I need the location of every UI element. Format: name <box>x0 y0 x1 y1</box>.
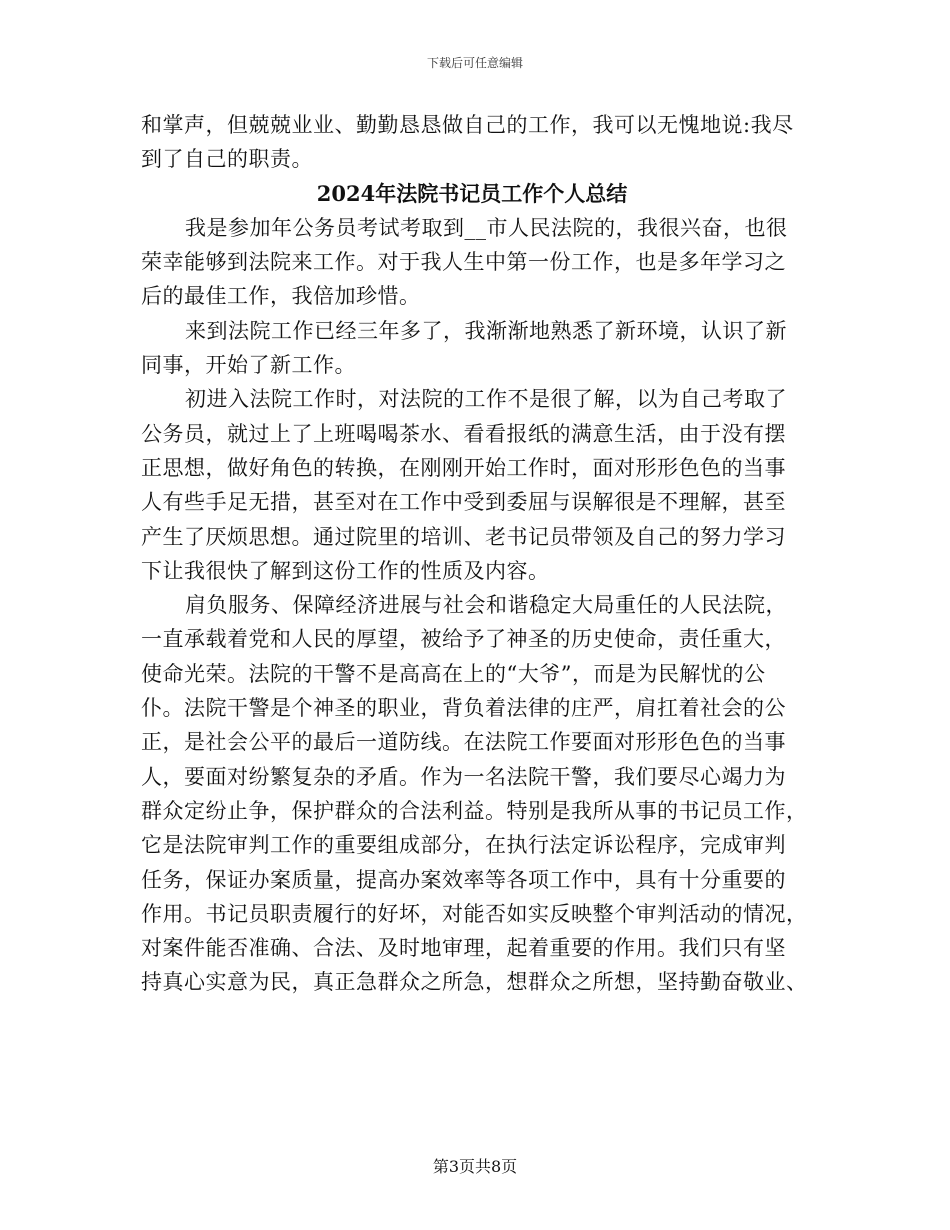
text-line: 仆。法院干警是个神圣的职业，背负着法律的庄严，肩扛着社会的公 <box>141 696 786 721</box>
text-line: 来到法院工作已经三年多了，我渐渐地熟悉了新环境，认识了新 <box>185 318 787 343</box>
text-line: 一直承载着党和人民的厚望，被给予了神圣的历史使命，责任重大， <box>141 627 786 652</box>
text-line: 初进入法院工作时，对法院的工作不是很了解，以为自己考取了 <box>185 387 787 412</box>
text-line: 人有些手足无措，甚至对在工作中受到委屈与误解很是不理解，甚至 <box>141 490 786 515</box>
text-line: 人，要面对纷繁复杂的矛盾。作为一名法院干警，我们要尽心竭力为 <box>141 764 786 789</box>
text-line: 持真心实意为民，真正急群众之所急，想群众之所想，坚持勤奋敬业、 <box>141 970 808 995</box>
text-line: 同事，开始了新工作。 <box>141 353 356 378</box>
text-line: 任务，保证办案质量，提高办案效率等各项工作中，具有十分重要的 <box>141 867 786 892</box>
text-line: 产生了厌烦思想。通过院里的培训、老书记员带领及自己的努力学习 <box>141 524 786 549</box>
document-body <box>141 108 808 1000</box>
text-line: 下让我很快了解到这份工作的性质及内容。 <box>141 558 550 583</box>
text-line: 使命光荣。法院的干警不是高高在上的“大爷”，而是为民解忧的公 <box>141 661 766 686</box>
text-line: 正思想，做好角色的转换，在刚刚开始工作时，面对形形色色的当事 <box>141 455 786 480</box>
text-line: 它是法院审判工作的重要组成部分，在执行法定诉讼程序，完成审判 <box>141 833 786 858</box>
header-note: 下载后可任意编辑 <box>426 56 523 70</box>
text-line: 和掌声，但兢兢业业、勤勤恳恳做自己的工作，我可以无愧地说:我尽 <box>141 113 794 137</box>
text-line: 作用。书记员职责履行的好坏，对能否如实反映整个审判活动的情况， <box>141 901 808 926</box>
text-line: 肩负服务、保障经济进展与社会和谐稳定大局重任的人民法院， <box>185 593 787 618</box>
text-line: 我是参加年公务员考试考取到__市人民法院的，我很兴奋，也很 <box>185 215 788 240</box>
text-line: 到了自己的职责。 <box>141 147 313 172</box>
text-line: 后的最佳工作，我倍加珍惜。 <box>141 284 421 309</box>
text-line: 群众定纷止争，保护群众的合法利益。特别是我所从事的书记员工作， <box>141 798 808 823</box>
section-title: 2024年法院书记员工作个人总结 <box>316 180 628 206</box>
text-line: 对案件能否准确、合法、及时地审理，起着重要的作用。我们只有坚 <box>141 936 786 961</box>
text-line: 公务员，就过上了上班喝喝茶水、看看报纸的满意生活，由于没有摆 <box>141 421 786 446</box>
text-line: 正，是社会公平的最后一道防线。在法院工作要面对形形色色的当事 <box>141 730 786 755</box>
text-line: 荣幸能够到法院来工作。对于我人生中第一份工作，也是多年学习之 <box>141 250 786 275</box>
page-number: 第3页共8页 <box>432 1157 518 1176</box>
